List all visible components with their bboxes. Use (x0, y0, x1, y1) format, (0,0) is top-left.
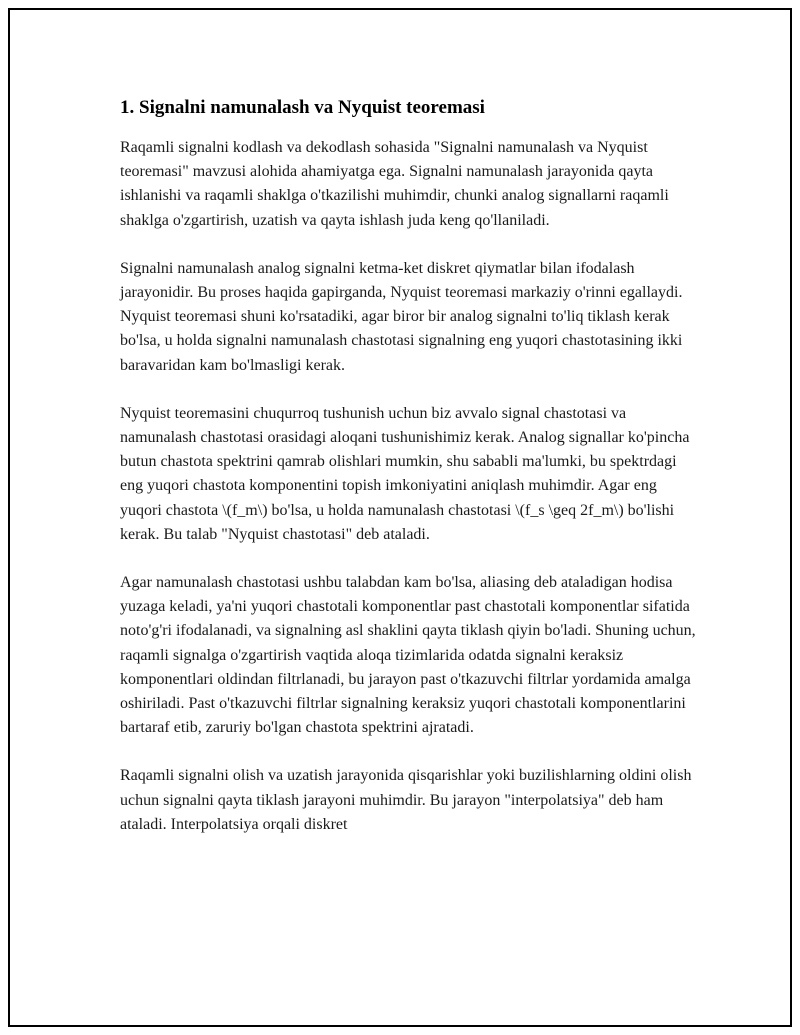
paragraph-1: Raqamli signalni kodlash va dekodlash sohasida "Signalni namunalash va Nyquist teoremasi" mavzusi alohida ahamiyatga ega. Signalni namunalash jarayonida qayta ishlanishi va raqamli shaklga o'tkazilishi muhimdir, chunki analog signallarni raqamli shaklga o'zgartirish, uzatish va qayta ishlash juda keng qo'llaniladi. (120, 139, 669, 229)
paragraph-4: Agar namunalash chastotasi ushbu talabdan kam bo'lsa, aliasing deb ataladigan hodisa yuzaga keladi, ya'ni yuqori chastotali komponentlar past chastotali komponentlar sifatida noto'g'ri ifodalanadi, va signalning asl shaklini qayta tiklash qiyin bo'ladi. Shuning uchun, raqamli signalga o'zgartirish vaqtida aloqa tizimlarida odatda signalni keraksiz komponentlari oldindan filtrlanadi, bu jarayon past o'tkazuvchi filtrlar yordamida amalga oshiriladi. Past o'tkazuvchi filtrlar signalning keraksiz yuqori chastotali komponentlarini bartaraf etib, zaruriy bo'lgan chastota spektrini ajratadi. (120, 574, 696, 737)
paragraph-3: Nyquist teoremasini chuqurroq tushunish uchun biz avvalo signal chastotasi va namunalash chastotasi orasidagi aloqani tushunishimiz kerak. Analog signallar ko'pincha butun chastota spektrini qamrab olishlari mumkin, shu sababli ma'lumki, bu spektrdagi eng yuqori chastota komponentini topish imkoniyatini aniqlash muhimdir. Agar eng yuqori chastota \(f_m\) bo'lsa, u holda namunalash chastotasi \(f_s \geq 2f_m\) bo'lishi kerak. Bu talab "Nyquist chastotasi" deb ataladi. (120, 404, 690, 543)
paragraph-5: Raqamli signalni olish va uzatish jarayonida qisqarishlar yoki buzilishlarning oldini olish uchun signalni qayta tiklash jarayoni muhimdir. Bu jarayon "interpolatsiya" deb ham ataladi. Interpolatsiya orqali diskret (120, 767, 692, 833)
section-heading: 1. Signalni namunalash va Nyquist teoremasi (120, 97, 485, 118)
page-frame (8, 8, 792, 1027)
paragraph-2: Signalni namunalash analog signalni ketma-ket diskret qiymatlar bilan ifodalash jarayonidir. Bu proses haqida gapirganda, Nyquist teoremasi markaziy o'rinni egallaydi. Nyquist teoremasi shuni ko'rsatadiki, agar biror bir analog signalni to'liq tiklash kerak bo'lsa, u holda signalni namunalash chastotasi signalning eng yuqori chastotasining ikki baravaridan kam bo'lmasligi kerak. (120, 259, 683, 374)
document-body (120, 96, 700, 861)
